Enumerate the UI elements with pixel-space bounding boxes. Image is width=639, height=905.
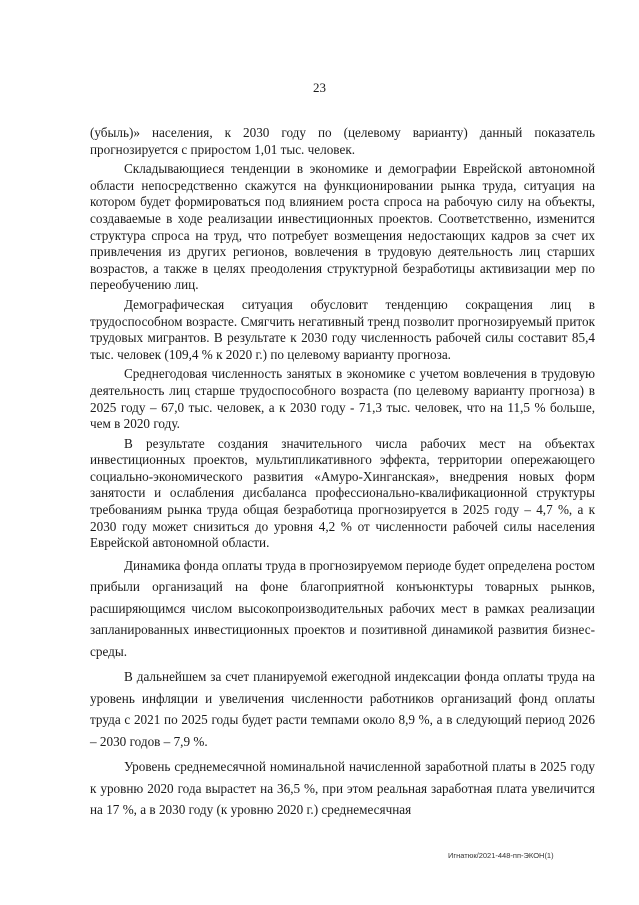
document-body [90, 125, 595, 825]
paragraph-wage-fund-indexation: В дальнейшем за счет планируемой ежегодной индексации фонда оплаты труда на уровень инфляции и увеличения численности работников организаций фонд оплаты труда с 2021 по 2025 годы будет расти темпами около 8,9 %, а в следующий период 2026 – 2030 годов – 7,9 %. [90, 669, 595, 749]
document-footer-id: Игнатюк/2021-448-пп-ЭКОН(1) [448, 851, 554, 860]
paragraph-labor-market: Складывающиеся тенденции в экономике и демографии Еврейской автономной области непосредственно скажутся на функционировании рынка труда, ситуация на котором будет формироваться под влиянием роста спроса на рабочую силу на объекты, создаваемые в ходе реализации инвестиционных проектов. Соответственно, изменится структура спроса на труд, что потребует возмещения недостающих кадров за счет их привлечения из других регионов, вовлечения в трудовую деятельность лиц старших возрастов, а также в целях преодоления структурной безработицы активизации мер по переобучению лиц. [90, 161, 595, 293]
paragraph-wage-fund-dynamics: Динамика фонда оплаты труда в прогнозируемом периоде будет определена ростом прибыли организаций на фоне благоприятной конъюнктуры товарных рынков, расширяющимся числом высокопроизводительных рабочих мест в рамках реализации запланированных инвестиционных проектов и позитивной динамикой развития бизнес-среды. [90, 557, 595, 659]
paragraph-demography: Демографическая ситуация обусловит тенденцию сокращения лиц в трудоспособном возрасте. Смягчить негативный тренд позволит прогнозируемый приток трудовых мигрантов. В результате к 2030 году численность рабочей силы составит 85,4 тыс. человек (109,4 % к 2020 г.) по целевому варианту прогноза. [90, 296, 595, 362]
page-number: 23 [313, 80, 326, 95]
paragraph-continuation: (убыль)» населения, к 2030 году по (целевому варианту) данный показатель прогнозируется с приростом 1,01 тыс. человек. [90, 125, 595, 157]
paragraph-unemployment: В результате создания значительного числа рабочих мест на объектах инвестиционных проектов, мультипликативного эффекта, территории опережающего социально-экономического развития «Амуро-Хинганская», внедрения новых форм занятости и ослабления дисбаланса профессионально-квалификационной структуры требованиям рынка труда общая безработица прогнозируется в 2025 году – 4,7 %, а к 2030 году может снизиться до уровня 4,2 % от численности рабочей силы населения Еврейской автономной области. [90, 435, 595, 551]
paragraph-employment: Среднегодовая численность занятых в экономике с учетом вовлечения в трудовую деятельность лиц старше трудоспособного возраста (по целевому варианту прогноза) в 2025 году – 67,0 тыс. человек, а к 2030 году - 71,3 тыс. человек, что на 11,5 % больше, чем в 2020 году. [90, 366, 595, 432]
paragraph-average-wage: Уровень среднемесячной номинальной начисленной заработной платы в 2025 году к уровню 2020 года вырастет на 36,5 %, при этом реальная заработная плата увеличится на 17 %, а в 2030 году (к уровню 2020 г.) среднемесячная [90, 759, 595, 818]
